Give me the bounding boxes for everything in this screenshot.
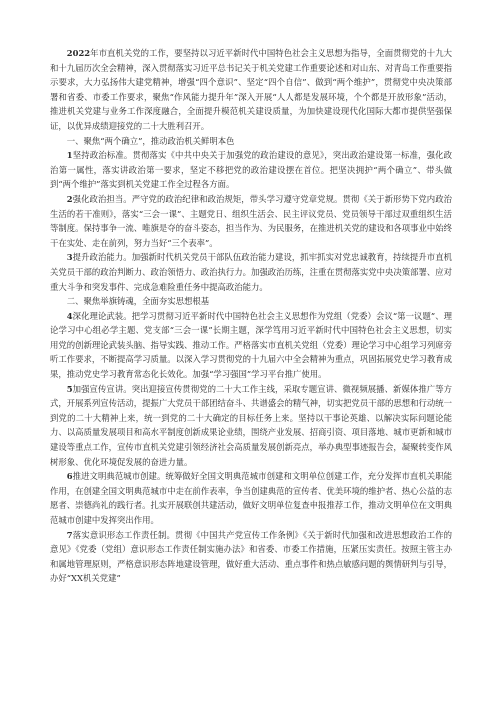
- item-number: 5: [66, 383, 73, 394]
- item-number: 1: [66, 150, 73, 161]
- item-number: 4: [66, 310, 73, 321]
- intro-text: 年市直机关党的工作，要坚持以习近平新时代中国特色社会主义思想为指导，全面贯彻党的十九大和十九届历次全会精神，深入贯彻落实习近平总书记关于机关党建工作重要论述和对山东、对青岛工作重要指示要求，大力弘扬伟大建党精神，增强“四个意识”、坚定“四个自信”、做到“两个维护”，贯彻党中央决策部署和省委、市委工作要求，聚焦“作风能力提升年”深入开展“人人都是发展环境，个个都是开放形象”活动，推进机关党建与业务工作深度融合，全面提升模范机关建设质量，为加快建设现代化国际大都市提供坚强保证，以优异成绩迎接党的二十大胜利召开。: [50, 48, 452, 131]
- item-text: 深化理论武装。把学习贯彻习近平新时代中国特色社会主义思想作为党组（党委）会议“第一议题”、理论学习中心组必学主题、党支部“三会一课”长期主题，深学笃用习近平新时代中国特色社会主义思想，切实用党的创新理论武装头脑、指导实践、推动工作。严格落实市直机关党组（党委）理论学习中心组学习列席旁听工作要求，不断提高学习质量。以深入学习贯彻党的十九届六中全会精神为重点，巩固拓展党史学习教育成果，推动党史学习教育常态化长效化。加强“学习强国”学习平台推广使用。: [50, 310, 452, 380]
- item-text: 提升政治能力。加强新时代机关党员干部队伍政治能力建设，抓牢抓实对党忠诚教育，持续提升市直机关党员干部的政治判断力、政治领悟力、政治执行力。加强政治历练，注重在贯彻落实党中央决策部署、应对重大斗争和突发事件、完成急难险重任务中提高政治能力。: [50, 252, 452, 292]
- item-4: [50, 309, 452, 382]
- section-heading-2: 二、聚焦举旗铸魂，全面夯实思想根基: [66, 296, 210, 307]
- item-text: 落实意识形态工作责任制。贯彻《中国共产党宣传工作条例》《关于新时代加强和改进思想政治工作的意见》《党委（党组）意识形态工作责任制实施办法》和省委、市委工作措施，压紧压实责任。按照主管主办和属地管理原则，严格意识形态阵地建设管理，做好重大活动、重点事件和热点敏感问题的舆情研判与引导，办好“XX机关党建”: [50, 529, 452, 584]
- intro-year: 2022: [66, 48, 91, 58]
- item-text: 坚持政治标准。贯彻落实《中共中央关于加强党的政治建设的意见》，突出政治建设第一标准，强化政治第一属性，落实讲政治第一要求，坚定不移把党的政治建设摆在首位。把坚决拥护“两个确立”、带头做到“两个维护”落实到机关党建工作全过程各方面。: [50, 150, 452, 190]
- item-text: 强化政治担当。严守党的政治纪律和政治规矩，带头学习遵守党章党规。贯彻《关于新形势下党内政治生活的若干准则》，落实“三会一课”、主题党日、组织生活会、民主评议党员、党员领导干部过双重组织生活等制度。保持事争一流、唯旗是夺的奋斗姿态，担当作为、为民服务，在推进机关党的建设和各项事业中始终干在实处、走在前列，努力当好“三个表率”。: [50, 193, 452, 248]
- item-text: 推进文明典范城市创建。统筹做好全国文明典范城市创建和文明单位创建工作，充分发挥市直机关职能作用，在创建全国文明典范城市中走在前作表率，争当创建典范的宣传者、优美环境的维护者、热心公益的志愿者、崇德尚礼的践行者。扎实开展联创共建活动，做好文明单位复查申报推荐工作，推动文明单位在文明典范城市创建中发挥突出作用。: [50, 471, 452, 525]
- item-number: 7: [66, 529, 73, 540]
- item-7: [50, 528, 452, 586]
- section-heading-1: 一、聚焦“两个确立”，推动政治机关鲜明本色: [66, 135, 235, 146]
- item-6: [50, 469, 452, 527]
- item-number: 6: [66, 471, 73, 482]
- item-3: [50, 250, 452, 294]
- item-number: 3: [66, 252, 73, 263]
- item-1: [50, 148, 452, 192]
- item-2: [50, 192, 452, 250]
- item-text: 加强宣传宣讲。突出迎接宣传贯彻党的二十大工作主线，采取专题宣讲、微视频展播、新媒体推广等方式，开展系列宣传活动，提振广大党员干部团结奋斗、共谱盛会的精气神，切实把党员干部的思想和行动统一到党的二十大精神上来，统一到党的二十大确定的目标任务上来。坚持以干事论英雄、以解决实际问题论能力、以高质量发展项目和高水平制度创新成果论业绩，围绕产业发展、招商引资、项目落地、城市更新和城市建设等重点工作，宣传市直机关党建引领经济社会高质量发展创新亮点，举办典型事迹报告会，凝聚转变作风树形象、优化环境促发展的奋进力量。: [50, 383, 452, 467]
- item-5: [50, 382, 452, 470]
- item-number: 2: [66, 193, 73, 204]
- intro-paragraph: [50, 46, 452, 134]
